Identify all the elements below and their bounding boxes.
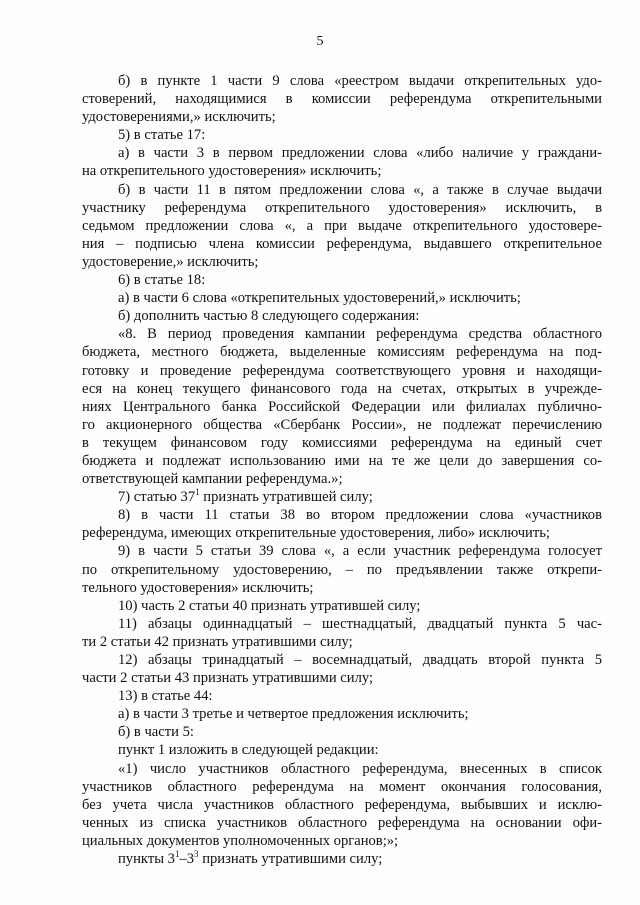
superscript: 1	[174, 849, 180, 860]
line-text: стоверений, находящимися в комиссии референдума открепительными	[82, 91, 602, 108]
text-line	[82, 470, 602, 488]
text-line	[82, 108, 602, 126]
line-text: готовку и проведение референдума соответствующего уровня и находящи-	[82, 362, 602, 379]
text-line	[82, 723, 602, 741]
text-line	[82, 416, 602, 434]
line-text: пункты 3	[118, 851, 175, 868]
line-text: удостоверение,» исключить;	[82, 253, 259, 270]
text-line	[82, 814, 602, 832]
line-text: ответствующей кампании референдума.»;	[82, 471, 343, 488]
line-text: «1) число участников областного референдума, внесенных в список	[118, 760, 602, 777]
line-text: 7) статью 37	[118, 489, 196, 506]
line-text: удостоверениями,» исключить;	[82, 109, 276, 126]
line-text: бюджета, местного бюджета, выделенные комиссиям референдума на под-	[82, 344, 602, 361]
line-text: на открепительного удостоверения» исключить;	[82, 163, 382, 180]
text-line	[82, 72, 602, 90]
text-line	[82, 162, 602, 180]
text-line	[82, 669, 602, 687]
line-text: в текущем финансовом году комиссиями референдума на единый счет	[82, 434, 602, 451]
text-line	[82, 832, 602, 850]
text-line	[82, 452, 602, 470]
text-line	[82, 615, 602, 633]
line-text: без учета числа участников областного референдума, выбывших и исклю-	[82, 796, 602, 813]
text-line	[82, 126, 602, 144]
line-text: 13) в статье 44:	[118, 688, 213, 705]
line-text: го акционерного общества «Сбербанк России», не подлежат перечислению	[82, 416, 602, 433]
page-number: 5	[316, 34, 324, 49]
text-line	[82, 741, 602, 759]
text-line	[82, 579, 602, 597]
text-line	[82, 524, 602, 542]
line-text-after: признать утратившими силу;	[198, 851, 383, 868]
text-line	[82, 850, 602, 868]
text-line	[82, 253, 602, 271]
superscript: 3	[194, 849, 199, 860]
line-text: седьмом предложении слова «, а при выдаче открепительного удостовере-	[82, 217, 602, 234]
line-text: б) дополнить частью 8 следующего содержания:	[118, 308, 420, 325]
text-line	[82, 307, 602, 325]
text-line	[82, 362, 602, 380]
line-text: части 2 статьи 43 признать утратившими силу;	[82, 670, 374, 687]
text-line	[82, 325, 602, 343]
text-line	[82, 90, 602, 108]
text-line	[82, 760, 602, 778]
line-text: участнику референдума открепительного удостоверения» исключить, в	[82, 199, 602, 216]
text-line	[82, 271, 602, 289]
line-text: референдума, имеющих открепительные удостоверения, либо» исключить;	[82, 525, 550, 542]
line-text: 11) абзацы одиннадцатый – шестнадцатый, двадцатый пункта 5 час-	[118, 615, 602, 632]
text-line	[82, 597, 602, 615]
line-text: циальных документов уполномоченных органов;»;	[82, 832, 399, 849]
text-line	[82, 488, 602, 506]
line-text: ниях Центрального банка Российской Федерации или филиалах публично-	[82, 398, 602, 415]
text-line	[82, 687, 602, 705]
text-line	[82, 434, 602, 452]
line-text: еся на конец текущего финансового года на счетах, открытых в учрежде-	[82, 380, 602, 397]
line-text: а) в части 6 слова «открепительных удостоверений,» исключить;	[118, 290, 521, 307]
text-line	[82, 217, 602, 235]
text-line	[82, 144, 602, 162]
line-text: ченных из списка участников областного референдума на основании офи-	[82, 814, 602, 831]
line-text: участников областного референдума на момент окончания голосования,	[82, 778, 602, 795]
line-text: ния – подписью члена комиссии референдума, выдавшего открепительное	[82, 235, 602, 252]
line-text: бюджета и подлежат использованию ими на те же цели до завершения со-	[82, 452, 602, 469]
text-line	[82, 651, 602, 669]
text-line	[82, 199, 602, 217]
line-text: по открепительному удостоверению, – по предъявлении также открепи-	[82, 561, 602, 578]
line-text: ти 2 статьи 42 признать утратившими силу;	[82, 633, 353, 650]
line-text: б) в пункте 1 части 9 слова «реестром выдачи открепительных удо-	[118, 73, 602, 89]
line-text: пункт 1 изложить в следующей редакции:	[118, 742, 379, 759]
line-text: 5) в статье 17:	[118, 127, 206, 144]
line-text: 10) часть 2 статьи 40 признать утратившей силу;	[118, 597, 421, 614]
text-line	[82, 633, 602, 651]
text-line	[82, 289, 602, 307]
text-line	[82, 796, 602, 814]
line-text: 9) в части 5 статьи 39 слова «, а если участник референдума голосует	[118, 543, 602, 560]
text-line	[82, 542, 602, 560]
text-line	[82, 398, 602, 416]
line-text: а) в части 3 в первом предложении слова «либо наличие у граждани-	[118, 145, 602, 162]
line-text: «8. В период проведения кампании референдума средства областного	[118, 326, 602, 343]
text-line	[82, 506, 602, 524]
line-text: а) в части 3 третье и четвертое предложения исключить;	[118, 706, 469, 723]
text-line	[82, 343, 602, 361]
text-line	[82, 235, 602, 253]
text-line	[82, 561, 602, 579]
line-text: тельного удостоверения» исключить;	[82, 579, 314, 596]
line-text: 12) абзацы тринадцатый – восемнадцатый, двадцать второй пункта 5	[118, 652, 602, 668]
text-line	[82, 181, 602, 199]
text-line	[82, 778, 602, 796]
line-text-after: признать утратившей силу;	[199, 489, 373, 506]
text-line	[82, 380, 602, 398]
superscript: 1	[195, 487, 200, 498]
text-line	[82, 705, 602, 723]
line-text: б) в части 5:	[118, 724, 194, 741]
line-text: б) в части 11 в пятом предложении слова «, а также в случае выдачи	[118, 181, 602, 198]
line-text: 8) в части 11 статьи 38 во втором предложении слова «участников	[118, 507, 602, 524]
document-body	[82, 72, 602, 868]
line-text: 6) в статье 18:	[118, 272, 206, 289]
line-text-mid: –3	[179, 851, 195, 868]
